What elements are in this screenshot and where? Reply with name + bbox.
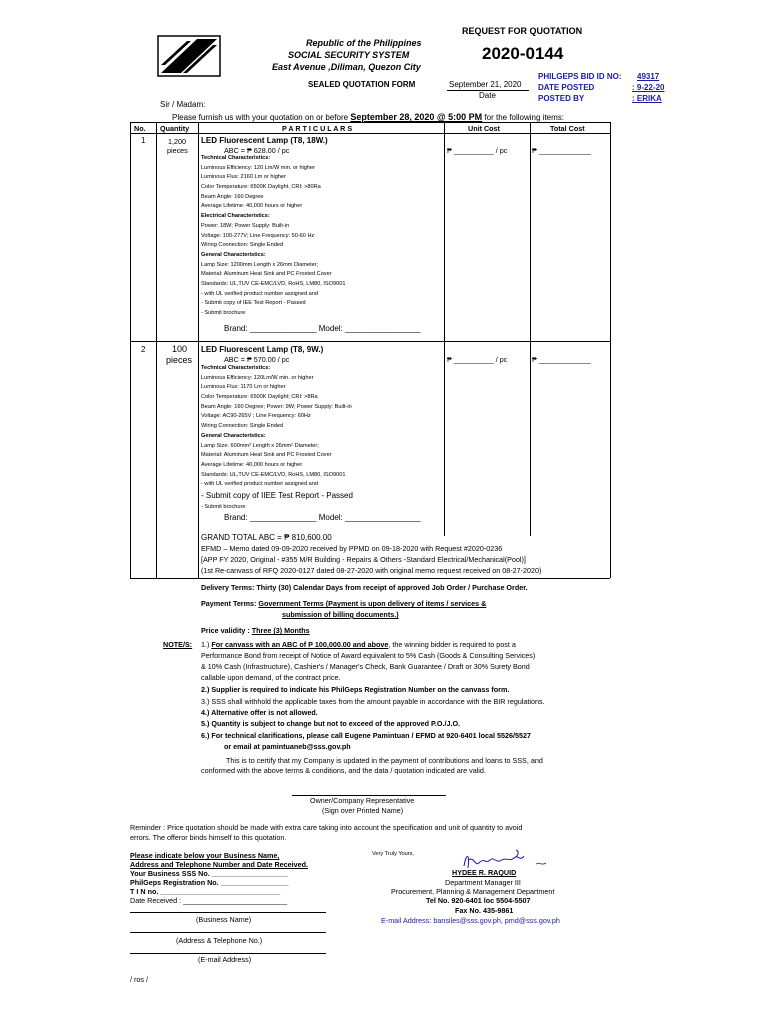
item-1-qty: 1,200 [168,137,186,146]
spec-line: Beam Angle: 160 Degree [201,193,264,200]
item-1-unit: pieces [167,146,188,155]
reminder-line1: Reminder : Price quotation should be made with extra care taking into account the specification and unit of quantity to avoid [130,823,523,832]
business-date-received: Date Received : __________________________ [130,896,288,905]
price-validity: Price validity : Three (3) Months [201,626,310,635]
spec-line: Standards: UL,TUV CE-EMC/LVD, RoHS, LM80, ISO9001 [201,280,346,287]
spec-line: Luminous Efficiency: 120 Lm/W min. or higher [201,164,315,171]
address-label: (Address & Telephone No.) [176,936,263,945]
reminder-line2: errors. The offeror binds himself to this quotation. [130,833,287,842]
header-quantity: Quantity [160,124,190,133]
item-1-brand-model: Brand: _______________ Model: _________________ [224,324,421,333]
item-1-title: LED Fluorescent Lamp (T8, 18W.) [201,136,328,145]
business-sss: Your Business SSS No. ___________________ [130,869,288,878]
form-title: SEALED QUOTATION FORM [308,80,416,89]
business-name-label: (Business Name) [196,915,252,924]
item-2-qty: 100 [172,344,188,354]
spec-line: Wiring Connection: Single Ended [201,242,284,249]
owner-sign-label: (Sign over Printed Name) [322,806,404,815]
spec-line: - Submit copy of IEE Test Report - Passed [201,300,306,307]
spec-line: Material: Aluminum Heat Sink and PC Frosted Cover [201,271,332,278]
spec-line: - with UL verified product number assigned and [201,290,319,297]
intro-line: Please furnish us with your quotation on or before September 28, 2020 @ 5:00 PM for the following items: [172,112,565,122]
agency-line2: SOCIAL SECURITY SYSTEM [288,50,410,60]
business-tin: T I N no. ______________________________ [130,887,281,896]
spec-line: - Submit brochure [201,310,246,316]
note-6: 6.) For technical clarifications, please call Eugene Pamintuan / EFMD at 920-6401 local 5526/5527 [201,731,531,740]
email-label: (E-mail Address) [198,955,252,964]
item-1-total-cost: ₱ _____________ [532,146,591,155]
owner-label: Owner/Company Representative [310,796,415,805]
spec-line: Average Lifetime: 40,000 hours or higher [201,461,303,468]
spec-line: Technical Characteristics: [201,365,271,371]
item-1-unit-cost: ₱ __________ / pc [447,146,508,155]
item-2-unit-cost: ₱ __________ / pc [447,355,508,364]
item-1-specs [201,154,345,319]
spec-line: Average Lifetime: 40,000 hours or higher [201,203,303,210]
closing: Very Truly Yours, [372,851,414,857]
date-posted-label: DATE POSTED [538,83,595,92]
spec-line: Wiring Connection: Single Ended [201,423,284,430]
delivery-terms: Delivery Terms: Thirty (30) Calendar Days from receipt of approved Job Order / Purchase Order. [201,583,528,592]
note-1-line2: Performance Bond from receipt of Notice of Award equivalent to 5% Cash (Goods & Consulting Services) [201,651,536,660]
memo-line-3: (1st Re-canvass of RFQ 2020-0127 dated 08-27-2020 with original memo request received on 08-27-2020) [201,566,542,575]
bid-id-label: PHILGEPS BID ID NO: [538,72,622,81]
item-1-no: 1 [141,136,146,145]
header-no: No. [134,124,146,133]
item-2-unit: pieces [166,355,193,365]
spec-line: General Characteristics: [201,432,266,439]
note-3: 3.) SSS shall withhold the applicable taxes from the amount payable in accordance with the BIR regulations. [201,697,545,706]
payment-terms: Payment Terms: Government Terms (Payment is upon delivery of items / services & [201,599,487,608]
item-2-specs [201,364,352,490]
header-unit-cost: Unit Cost [468,124,500,133]
spec-line: Luminous Flux: 1170 Lm or higher [201,384,286,391]
note-1-line3: & 10% Cash (Infrastructure), Cashier's / Manager's Check, Bank Guarantee / Draft or 30% Surety Bond [201,662,530,671]
rfq-number: 2020-0144 [482,44,564,63]
signatory-position: Department Manager III [445,878,521,887]
initials: / ros / [130,975,148,984]
spec-line: Beam Angle: 160 Degree; Power: 9W; Power Supply: Built-in [201,403,352,410]
agency-line3: East Avenue ,Diliman, Quezon City [272,62,421,72]
spec-line: Color Temperature: 6500K Daylight, CRI: >80Ra [201,184,321,191]
grand-total: GRAND TOTAL ABC = ₱ 810,600.00 [201,533,332,542]
spec-line: Voltage: 100-277V; Line Frequency: 50-60 Hz [201,232,315,239]
bid-id-value: 49317 [637,72,660,81]
request-title: REQUEST FOR QUOTATION [462,26,583,36]
posted-by-value: : ERIKA [632,94,662,103]
note-1: 1.) For canvass with an ABC of P 100,000.00 and above, the winning bidder is required to post a [201,640,516,649]
signatory-name: HYDEE R. RAQUID [452,868,517,877]
spec-line: Technical Characteristics: [201,155,271,161]
item-2-submit-report: - Submit copy of IIEE Test Report - Passed [201,491,353,500]
spec-line: General Characteristics: [201,251,266,258]
item-2-brand-model: Brand: _______________ Model: _________________ [224,513,421,522]
business-heading1: Please indicate below your Business Name, [130,851,280,860]
spec-line: Color Temperature: 6500K Daylight; CRI: >8Ra [201,394,318,401]
spec-line: Lamp Size: 1200mm Length x 26mm Diameter; [201,261,319,268]
sss-logo [157,35,221,77]
spec-line: Voltage: AC90-265V ; Line Frequency: 60Hz [201,413,311,420]
signatory-fax: Fax No. 435-9861 [455,906,514,915]
certify-line1: This is to certify that my Company is updated in the payment of contributions and loans to SSS, and [226,756,543,765]
item-2-abc: ABC = ₱ 570.00 / pc [224,355,290,364]
spec-line: Electrical Characteristics: [201,213,270,220]
signatory-dept: Procurement, Planning & Management Department [391,887,555,896]
memo-line-1: EFMD – Memo dated 09-09-2020 received by PPMD on 09-18-2020 with Request #2020-0236 [201,544,503,553]
note-6-email: or email at pamintuaneb@sss.gov.ph [224,742,351,751]
item-2-title: LED Fluorescent Lamp (T8, 9W.) [201,345,324,354]
form-date: September 21, 2020 [449,80,522,89]
spec-line: Power: 18W; Power Supply: Built-in [201,222,290,229]
date-label: Date [479,91,496,100]
note-1-line4: callable upon demand, of the contract price. [201,673,341,682]
item-2-brochure: - Submit brochure [201,504,246,510]
signatory-tel: Tel No. 920-6401 loc 5504-5507 [426,896,531,905]
posted-by-label: POSTED BY [538,94,585,103]
signatory-email: E-mail Address: bansiles@sss.gov.ph, pmd@sss.gov.ph [381,916,560,925]
spec-line: Luminous Efficiency: 120Lm/W min. or higher [201,374,314,381]
agency-line1: Republic of the Philippines [306,38,422,48]
header-particulars: P A R T I C U L A R S [282,124,353,133]
spec-line: Luminous Flux: 2160 Lm or higher [201,174,286,181]
note-2: 2.) Supplier is required to indicate his PhilGeps Registration Number on the canvass form. [201,685,510,694]
certify-line2: conformed with the above terms & conditions, and the data / quotation indicated are valid. [201,766,486,775]
item-2-no: 2 [141,345,146,354]
spec-line: Material: Aluminum Heat Sink and PC Frosted Cover [201,452,332,459]
notes-label: NOTE/S: [163,640,193,649]
date-posted-value: : 9-22-20 [632,83,665,92]
item-1-abc: ABC = ₱ 628.00 / pc [224,146,290,155]
note-4: 4.) Alternative offer is not allowed. [201,708,318,717]
salutation: Sir / Madam: [160,100,206,109]
item-2-total-cost: ₱ _____________ [532,355,591,364]
header-total-cost: Total Cost [550,124,585,133]
spec-line: Lamp Size: 600mm² Length x 26mm² Diameter; [201,442,319,449]
business-heading2: Address and Telephone Number and Date Received. [130,860,309,869]
payment-terms-2: submission of billing documents.) [282,610,399,619]
spec-line: - with UL verified product number assigned and [201,481,319,488]
memo-line-2: [APP FY 2020, Original - #355 M/R Building - Repairs & Others -Standard Electrical/Mechanical(Pool)] [201,555,526,564]
business-philgeps: PhilGeps Registration No. _________________ [130,878,289,887]
spec-line: Standards: UL,TUV CE-EMC/LVD, RoHS, LM80, ISO9001 [201,471,346,478]
note-5: 5.) Quantity is subject to change but not to exceed of the approved P.O./J.O. [201,719,461,728]
